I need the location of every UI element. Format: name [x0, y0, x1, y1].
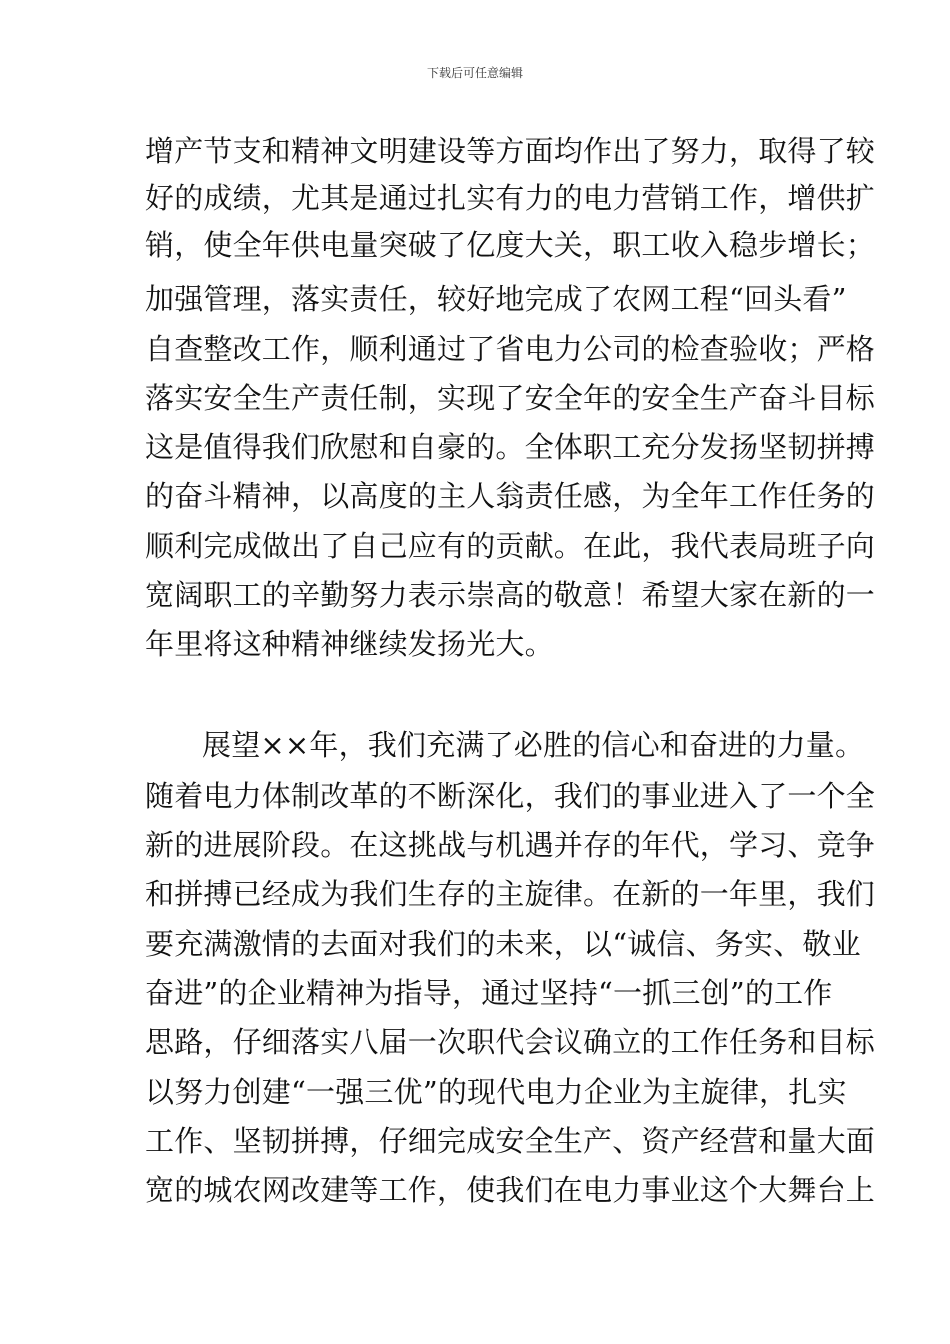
- paragraph-line: 这是值得我们欣慰和自豪的。全体职工充分发扬坚韧拼搏: [145, 430, 876, 464]
- paragraph-line: 展望××年，我们充满了必胜的信心和奋进的力量。: [202, 728, 865, 762]
- paragraph-line: 销，使全年供电量突破了亿度大关，职工收入稳步增长；: [145, 228, 876, 262]
- page-header: 下载后可任意编辑: [426, 66, 523, 80]
- paragraph-line: 随着电力体制改革的不断深化，我们的事业进入了一个全: [145, 779, 876, 813]
- paragraph-line: 要充满激情的去面对我们的未来，以“诚信、务实、敬业: [145, 927, 861, 961]
- paragraph-line: 工作、坚韧拼搏，仔细完成安全生产、资产经营和量大面: [145, 1124, 876, 1158]
- paragraph-line: 自查整改工作，顺利通过了省电力公司的检查验收；严格: [145, 332, 876, 366]
- paragraph-line: 宽阔职工的辛勤努力表示崇高的敬意！希望大家在新的一: [145, 578, 876, 612]
- paragraph-line: 的奋斗精神，以高度的主人翁责任感，为全年工作任务的: [145, 479, 876, 513]
- paragraph-line: 思路，仔细落实八届一次职代会议确立的工作任务和目标: [145, 1025, 876, 1059]
- paragraph-line: 落实安全生产责任制，实现了安全年的安全生产奋斗目标: [145, 381, 876, 415]
- paragraph-line: 顺利完成做出了自己应有的贡献。在此，我代表局班子向: [145, 529, 876, 563]
- paragraph-line: 新的进展阶段。在这挑战与机遇并存的年代，学习、竞争: [145, 828, 876, 862]
- paragraph-line: 年里将这种精神继续发扬光大。: [145, 627, 554, 661]
- paragraph-line: 奋进”的企业精神为指导，通过坚持“一抓三创”的工作: [145, 976, 833, 1010]
- paragraph-line: 加强管理，落实责任，较好地完成了农网工程“回头看”: [145, 282, 847, 316]
- paragraph-line: 以努力创建“一强三优”的现代电力企业为主旋律，扎实: [145, 1075, 847, 1109]
- paragraph-line: 好的成绩，尤其是通过扎实有力的电力营销工作，增供扩: [145, 181, 876, 215]
- paragraph-line: 和拼搏已经成为我们生存的主旋律。在新的一年里，我们: [145, 877, 876, 911]
- paragraph-line: 宽的城农网改建等工作，使我们在电力事业这个大舞台上: [145, 1173, 876, 1207]
- paragraph-line: 增产节支和精神文明建设等方面均作出了努力，取得了较: [145, 134, 876, 168]
